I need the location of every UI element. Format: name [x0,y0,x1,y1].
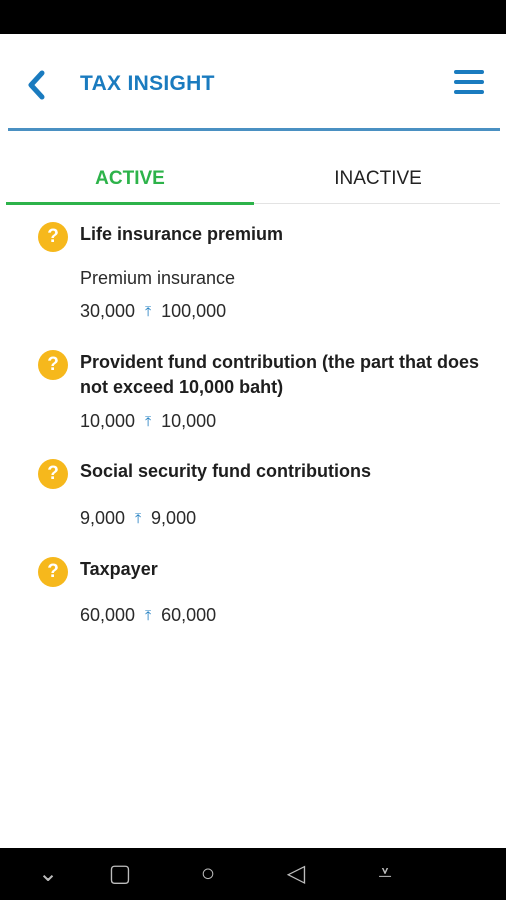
value-to: 9,000 [151,508,197,528]
up-arrow-icon: ⤒ [134,510,142,526]
hamburger-menu-icon [454,70,484,74]
recents-button[interactable] [100,848,140,900]
circle-icon: ○ [200,860,216,887]
system-nav-bar [0,848,506,900]
page-title: TAX INSIGHT [80,72,215,95]
status-bar [0,0,506,34]
app-header [0,34,506,132]
value-to: 100,000 [161,301,227,321]
active-tab-indicator [6,202,254,205]
tab-bar [0,150,506,206]
value-from: 10,000 [80,411,136,431]
up-arrow-icon: ⤒ [144,303,152,319]
header-divider [8,128,500,131]
question-mark-icon[interactable]: ? [38,222,68,252]
value-to: 60,000 [161,605,217,625]
item-title: Provident fund contribution (the part that does not exceed 10,000 baht) [80,352,479,397]
item-value [80,411,216,432]
item-value [80,301,226,322]
home-button[interactable] [188,848,228,900]
value-from: 60,000 [80,605,136,625]
pull-down-icon: ⩡ [378,860,392,887]
value-from: 9,000 [80,508,126,528]
question-mark-icon[interactable]: ? [38,459,68,489]
tab-active[interactable]: ACTIVE [95,168,165,189]
value-from: 30,000 [80,301,136,321]
item-value [80,605,216,626]
chevron-left-icon [22,68,54,102]
question-mark-icon[interactable]: ? [38,350,68,380]
up-arrow-icon: ⤒ [144,413,152,429]
value-to: 10,000 [161,411,217,431]
item-value [80,508,196,529]
item-title: Social security fund contributions [80,461,372,481]
back-button[interactable] [22,68,54,102]
triangle-back-icon: ◁ [286,860,306,887]
up-arrow-icon: ⤒ [144,607,152,623]
nav-back-button[interactable] [276,848,316,900]
tab-inactive[interactable]: INACTIVE [334,168,422,189]
item-subtitle: Premium insurance [80,268,236,288]
tab-divider [254,203,500,204]
notifications-button[interactable] [365,848,405,900]
square-icon: ▢ [108,860,132,887]
item-title: Taxpayer [80,559,158,579]
menu-button[interactable] [452,70,486,98]
item-title: Life insurance premium [80,224,284,244]
question-mark-icon[interactable]: ? [38,557,68,587]
collapse-button[interactable] [28,848,68,900]
chevron-down-icon: ⌄ [37,860,59,887]
